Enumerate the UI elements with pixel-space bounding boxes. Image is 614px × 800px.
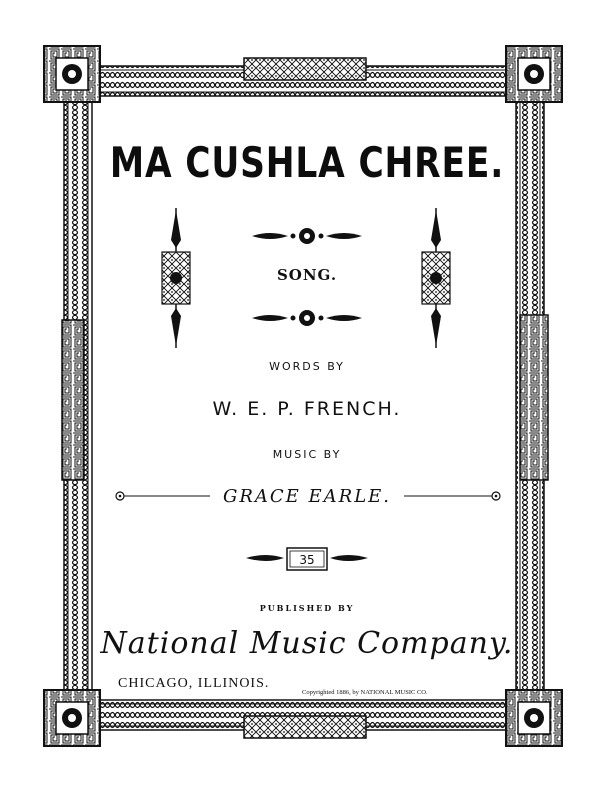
flourish-top — [252, 228, 362, 244]
song-type-label: SONG. — [276, 266, 338, 284]
corner-ornament-top-left — [44, 46, 100, 102]
publisher-city: CHICAGO, ILLINOIS. — [118, 676, 270, 691]
top-center-panel — [244, 58, 366, 80]
catalog-number: 35 — [299, 553, 315, 567]
corner-ornament-top-right — [506, 46, 562, 102]
copyright-notice: Copyrighted 1886, by NATIONAL MUSIC CO. — [302, 689, 428, 696]
music-by-label: MUSIC BY — [272, 448, 342, 461]
composer-name: GRACE EARLE. — [210, 486, 404, 507]
lyricist-name: W. E. P. FRENCH. — [212, 398, 402, 420]
song-title: MA CUSHLA CHREE. — [109, 138, 505, 187]
flourish-bottom — [252, 310, 362, 326]
corner-ornament-bottom-left — [44, 690, 100, 746]
published-by-label: PUBLISHED BY — [259, 603, 355, 613]
corner-ornament-bottom-right — [506, 690, 562, 746]
bottom-center-panel — [244, 716, 366, 738]
words-by-label: WORDS BY — [269, 360, 345, 373]
publisher-name: National Music Company. — [100, 626, 514, 661]
